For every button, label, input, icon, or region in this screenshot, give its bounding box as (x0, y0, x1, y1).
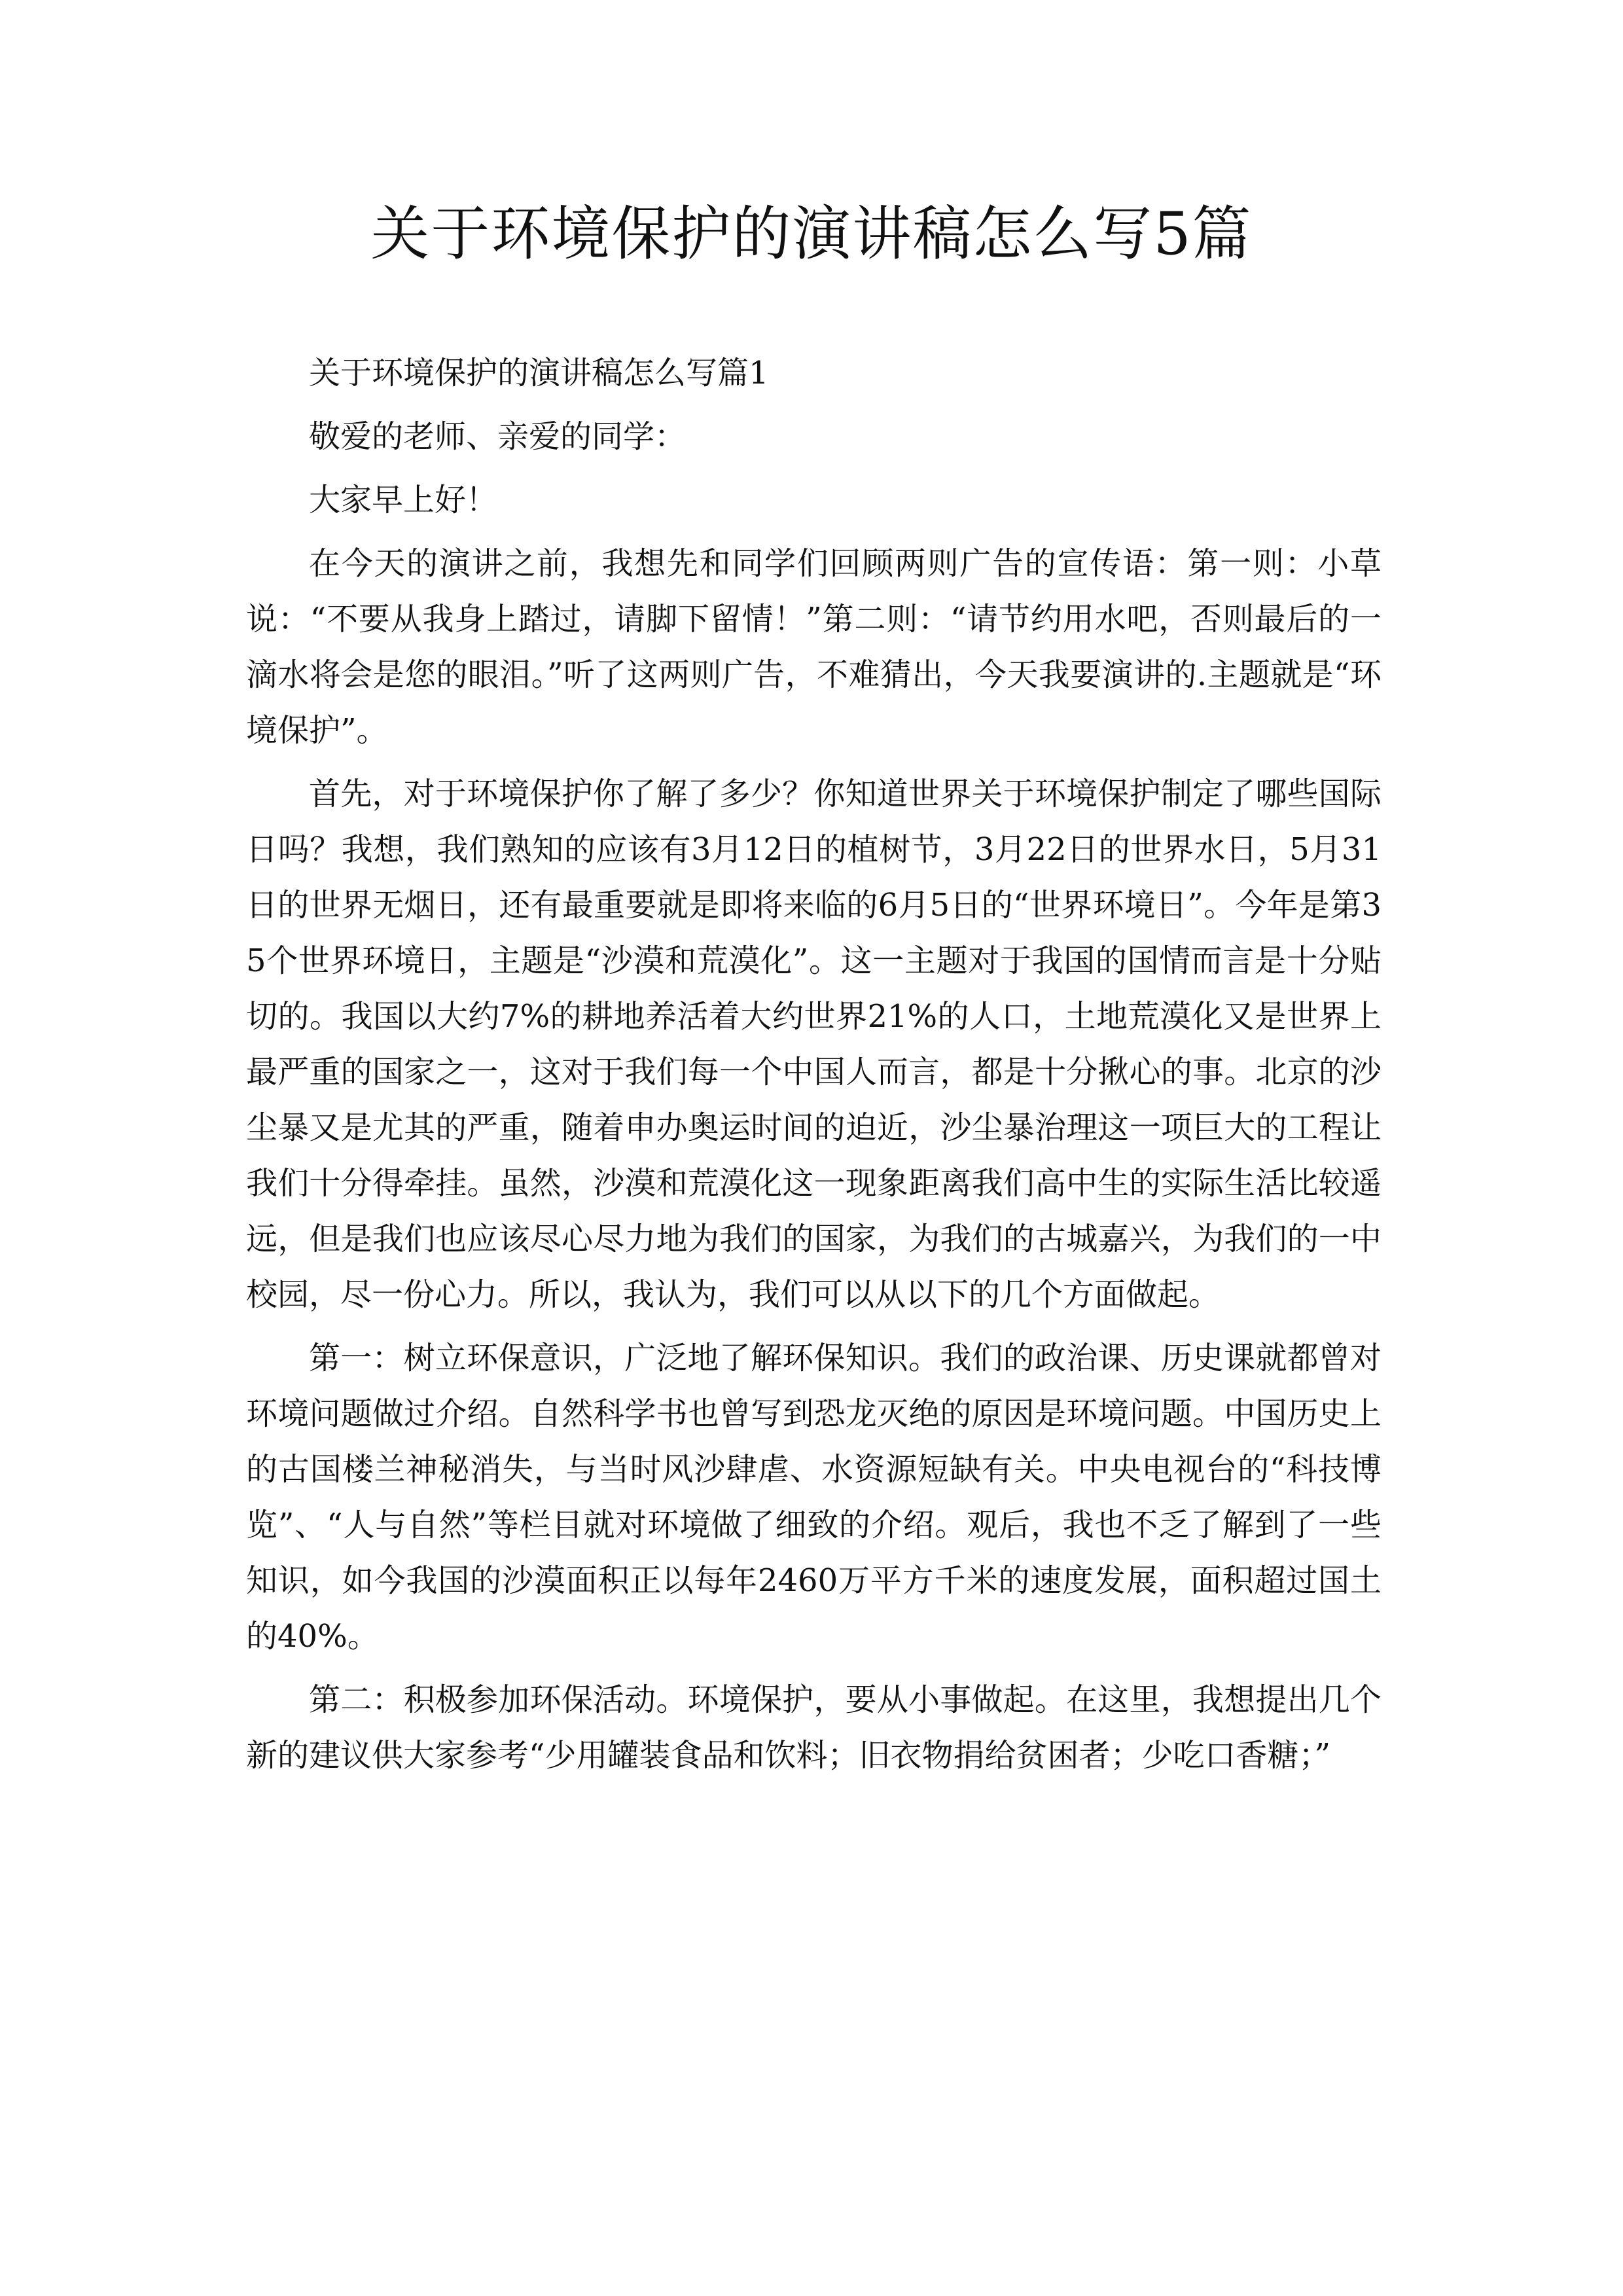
body-paragraph: 首先，对于环境保护你了解了多少？你知道世界关于环境保护制定了哪些国际日吗？我想，我们熟知的应该有3月12日的植树节，3月22日的世界水日，5月31日的世界无烟日，还有最重要就是即将来临的6月5日的“世界环境日”。今年是第35个世界环境日，主题是“沙漠和荒漠化”。这一主题对于我国的国情而言是十分贴切的。我国以大约7%的耕地养活着大约世界21%的人口，土地荒漠化又是世界上最严重的国家之一，这对于我们每一个中国人而言，都是十分揪心的事。北京的沙尘暴又是尤其的严重，随着申办奥运时间的迫近，沙尘暴治理这一项巨大的工程让我们十分得牵挂。虽然，沙漠和荒漠化这一现象距离我们高中生的实际生活比较遥远，但是我们也应该尽心尽力地为我们的国家，为我们的古城嘉兴，为我们的一中校园，尽一份心力。所以，我认为，我们可以从以下的几个方面做起。 (246, 776, 1382, 1313)
document-title: 关于环境保护的演讲稿怎么写5篇 (370, 200, 1253, 268)
salutation: 敬爱的老师、亲爱的同学： (309, 418, 687, 455)
body-paragraph: 第一：树立环保意识，广泛地了解环保知识。我们的政治课、历史课就都曾对环境问题做过介绍。自然科学书也曾写到恐龙灭绝的原因是环境问题。中国历史上的古国楼兰神秘消失，与当时风沙肆虐、水资源短缺有关。中央电视台的“科技博览”、“人与自然”等栏目就对环境做了细致的介绍。观后，我也不乏了解到了一些知识，如今我国的沙漠面积正以每年2460万平方千米的速度发展，面积超过国土的40%。 (246, 1340, 1382, 1655)
greeting: 大家早上好！ (309, 482, 498, 518)
body-paragraph: 在今天的演讲之前，我想先和同学们回顾两则广告的宣传语：第一则：小草说：“不要从我身上踏过，请脚下留情！”第二则：“请节约用水吧，否则最后的一滴水将会是您的眼泪。”听了这两则广告，不难猜出，今天我要演讲的.主题就是“环境保护”。 (246, 545, 1382, 749)
section-heading: 关于环境保护的演讲稿怎么写篇1 (309, 355, 769, 391)
body-paragraph: 第二：积极参加环保活动。环境保护，要从小事做起。在这里，我想提出几个新的建议供大家参考“少用罐装食品和饮料；旧衣物捐给贫困者；少吃口香糖；” (246, 1681, 1382, 1774)
document-body (246, 346, 1382, 1791)
